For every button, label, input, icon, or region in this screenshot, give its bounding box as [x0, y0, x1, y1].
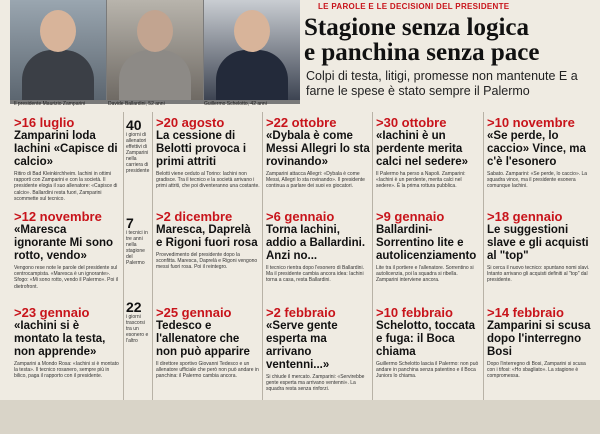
entry-body: Belotti viene ceduto al Torino: Iachini non gradisce. Tra il tecnico e la società arrivano i primi attriti, che poi diventeranno una costante.	[156, 171, 260, 190]
entry-title: Tedesco e l'allenatore che non può apparire	[156, 320, 250, 358]
timeline-entry	[376, 306, 481, 421]
entry-body: Lite tra il portiere e l'allenatore. Sorrentino si autolicenzia, poi la squadra si ribella. Zamparini interviene ancora.	[376, 265, 474, 284]
entry-body: Provvedimento del presidente dopo la sconfitta. Maresca, Daprelà e Rigoni vengono messi fuori rosa. Poi il reintegro.	[156, 252, 258, 271]
entry-title: «Serve gente esperta ma arrivano ventenni...»	[266, 320, 338, 371]
entry-date: >23 gennaio	[14, 305, 90, 320]
timeline-column-3	[156, 112, 260, 400]
photo-ballardini	[107, 0, 203, 100]
entry-body: Vengono rese note le parole del presidente sul centrocampista. «Maresca è un ignorante». Sfogo: «Mi sono rotto, vendo il Palermo». Poi il dietrofront.	[14, 265, 118, 290]
entry-title: «Iachini è un perdente merita calci nel sedere»	[376, 130, 469, 168]
photo-zamparini	[10, 0, 106, 100]
entry-date: >18 gennaio	[487, 209, 563, 224]
entry-title: Maresca, Daprelà e Rigoni fuori rosa	[156, 224, 258, 249]
entry-date: >6 gennaio	[266, 209, 335, 224]
entry-date: >9 gennaio	[376, 209, 445, 224]
stat-number: 40	[126, 117, 142, 133]
caption-schelotto: Guillermo Schelotto, 42 anni	[204, 101, 267, 107]
entry-date: >22 ottobre	[266, 115, 337, 130]
entry-date: >2 febbraio	[266, 305, 336, 320]
column-divider	[372, 112, 373, 400]
caption-zamparini: Il presidente Maurizio Zamparini	[14, 101, 86, 107]
column-divider	[262, 112, 263, 400]
headline-line-2: e panchina senza pace	[304, 39, 540, 66]
timeline-entry	[266, 306, 370, 434]
timeline-column-6	[487, 112, 593, 400]
entry-date: >12 novembre	[14, 209, 102, 224]
stat-block	[126, 300, 150, 344]
entry-date: >30 ottobre	[376, 115, 447, 130]
stat-text: i tecnici in tre anni nella stagione del Palermo	[126, 230, 148, 266]
stat-block	[126, 216, 150, 266]
entry-date: >16 luglio	[14, 115, 75, 130]
timeline-entry	[156, 306, 260, 421]
entry-title: Le suggestioni slave e gli acquisti al "top"	[487, 224, 589, 262]
entry-title: Schelotto, toccata e fuga: il Boca chiama	[376, 320, 476, 358]
entry-title: Ballardini-Sorrentino lite e autolicenziamento	[376, 224, 477, 262]
entry-body: Sabato. Zamparini: «Se perde, lo caccio». La squadra vince, ma il presidente esonera comunque Iachini.	[487, 171, 588, 190]
stat-text: i giorni di allenatori effettivi di Zamparini nella carriera di presidente	[126, 132, 150, 174]
stat-number: 7	[126, 215, 134, 231]
stat-text: i giorni trascorsi tra un esonero e l'altro	[126, 314, 149, 344]
timeline-entry	[156, 210, 260, 310]
stat-number: 22	[126, 299, 142, 315]
timeline-column-5	[376, 112, 481, 400]
entry-date: >10 febbraio	[376, 305, 453, 320]
column-divider	[152, 112, 153, 400]
timeline-entry	[487, 306, 593, 421]
entry-body: Dopo l'interregno di Bosi, Zamparini si scusa con i tifosi: «Ho sbagliato». La stagione è compromessa.	[487, 361, 586, 380]
entry-body: Si cerca il nuovo tecnico: spuntano nomi slavi. Intanto arrivano gli acquisti definiti al "top" dal presidente.	[487, 265, 590, 284]
entry-body: Zamparini attacca Allegri: «Dybala è come Messi, Allegri lo sta rovinando». Il presidente continua a parlare dei suoi ex giocatori.	[266, 171, 365, 190]
headline-line-1: Stagione senza logica	[304, 14, 529, 41]
entry-body: Il direttore sportivo Giovanni Tedesco e un allenatore ufficiale che però non può andare in panchina: il Palermo cambia ancora.	[156, 361, 259, 380]
photo-strip	[10, 0, 300, 104]
stats-column	[126, 112, 150, 400]
entry-date: >14 febbraio	[487, 305, 564, 320]
entry-title: La cessione di Belotti provoca i primi attriti	[156, 130, 247, 168]
entry-body: Ritiro di Bad Kleinkirchheim. Iachini in ottimi rapporti con Zamparini e con la società. Il presidente elogia il suo allenatore: «Capisce di calcio». Ballardini resta fuori, Zamparini scommette sul tecnico.	[14, 171, 118, 202]
entry-date: >2 dicembre	[156, 209, 233, 224]
entry-title: «Maresca ignorante Mi sono rotto, vendo»	[14, 224, 114, 262]
column-divider	[483, 112, 484, 400]
entry-title: «Iachini si è montato la testa, non apprende»	[14, 320, 106, 358]
timeline-column-4	[266, 112, 370, 400]
headline	[304, 15, 600, 65]
entry-title: Torna Iachini, addio a Ballardini. Anzi no...	[266, 224, 366, 262]
column-divider	[123, 112, 124, 400]
timeline-column-1	[14, 112, 120, 400]
subhead: Colpi di testa, litigi, promesse non mantenute E a farne le spese è stato sempre il Palermo	[306, 69, 578, 98]
entry-body: Guillermo Schelotto lascia il Palermo: non può andare in panchina senza patentino e il Boca Juniors lo chiama.	[376, 361, 479, 380]
timeline-entry	[14, 306, 120, 421]
entry-title: «Dybala è come Messi Allegri lo sta rovinando»	[266, 130, 370, 168]
entry-date: >20 agosto	[156, 115, 225, 130]
entry-date: >10 novembre	[487, 115, 575, 130]
kicker: LE PAROLE E LE DECISIONI DEL PRESIDENTE	[318, 2, 510, 11]
entry-body: Zamparini a Mondo Rosa: «Iachini si è montato la testa». Il tecnico rosanero, sempre più in bilico, paga il rapporto con il presidente.	[14, 361, 119, 380]
caption-ballardini: Davide Ballardini, 52 anni	[108, 101, 165, 107]
entry-title: Zamparini si scusa dopo l'interregno Bosi	[487, 320, 591, 358]
entry-body: Si chiude il mercato. Zamparini: «Servirebbe gente esperta ma arrivano ventenni». La squadra resta senza rinforzi.	[266, 374, 365, 393]
entry-date: >25 gennaio	[156, 305, 232, 320]
entry-title: «Se perde, lo caccio» Vince, ma c'è l'esonero	[487, 130, 586, 168]
entry-body: Il tecnico rientra dopo l'esonero di Ballardini. Ma il presidente cambia ancora idea: Iachini torna a casa, resta Ballardini.	[266, 265, 364, 284]
entry-title: Zamparini loda Iachini «Capisce di calcio»	[14, 130, 118, 168]
entry-body: Il Palermo ha perso a Napoli. Zamparini: «Iachini è un perdente, merita calci nel sedere». È la prima rottura pubblica.	[376, 171, 466, 190]
stat-block	[126, 118, 150, 174]
photo-schelotto	[204, 0, 300, 100]
